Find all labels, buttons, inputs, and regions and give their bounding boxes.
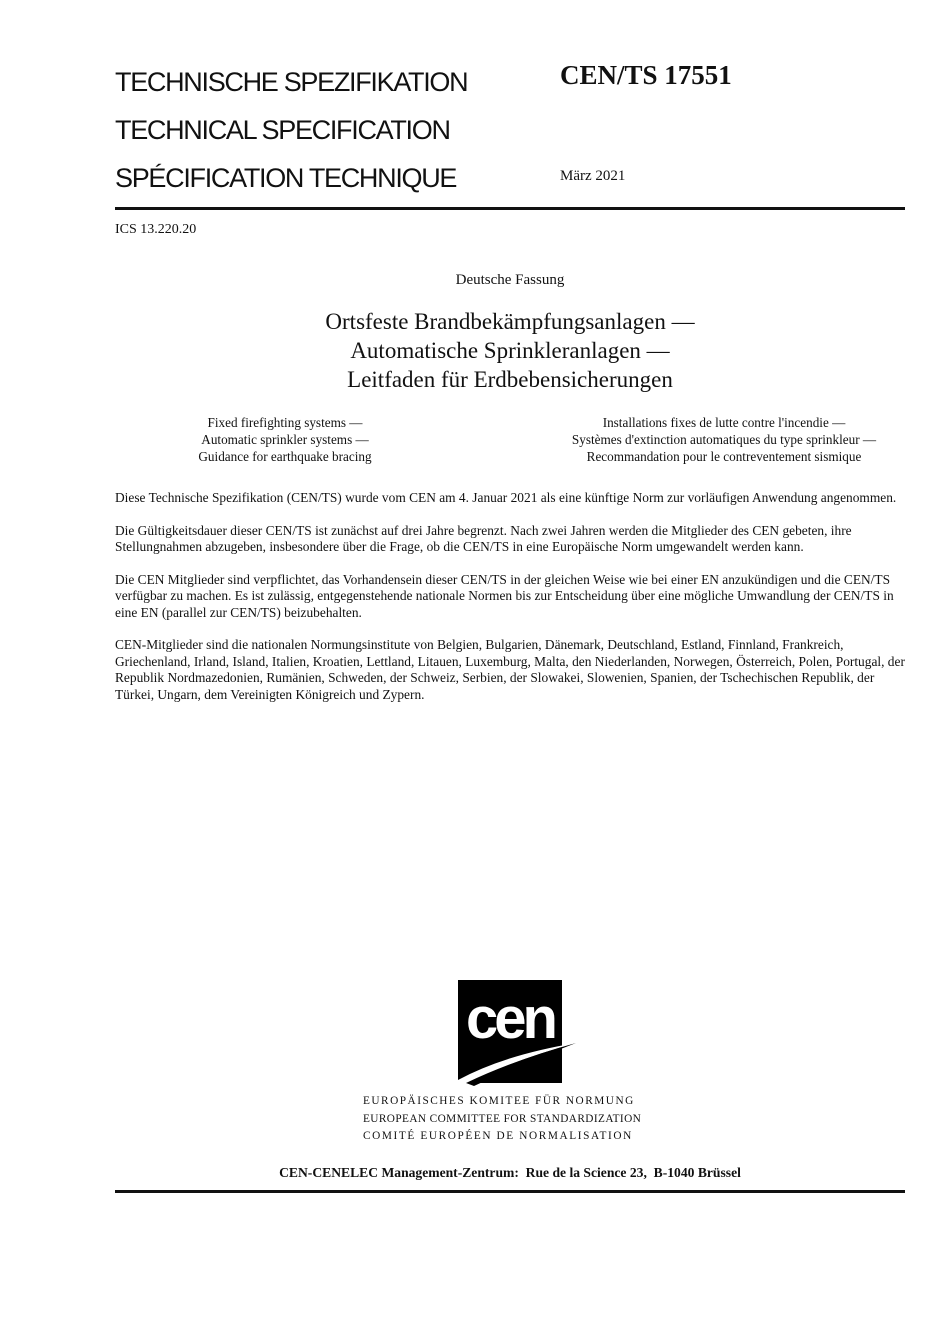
spec-title-de: TECHNISCHE SPEZIFIKATION — [115, 67, 468, 97]
paragraph-validity: Die Gültigkeitsdauer dieser CEN/TS ist zunächst auf drei Jahre begrenzt. Nach zwei Jahren werden die Mitglieder des CEN gebeten, ihre Stellungnahmen abzugeben, insbesondere über die Frage, ob die CEN/TS in eine Europäische Norm umgewandelt werden kann. — [115, 522, 852, 554]
title-french-line: Recommandation pour le contreventement sismique — [586, 449, 862, 464]
paragraph-obligations: Die CEN Mitglieder sind verpflichtet, das Vorhandensein dieser CEN/TS in der gleichen Weise wie bei einer EN anzukündigen und die CEN/TS verfügbar zu machen. Es ist zulässig, entgegenstehende nationale Normen bis zur Entscheidung über eine mögliche Umwandlung der CEN/TS in eine EN (parallel zur CEN/TS) beizubehalten. — [115, 571, 894, 620]
title-english-line: Automatic sprinkler systems — — [201, 432, 369, 447]
footer-divider — [115, 1190, 905, 1193]
title-english — [135, 414, 435, 465]
title-french — [524, 414, 924, 465]
spec-title-fr: SPÉCIFICATION TECHNIQUE — [115, 163, 457, 193]
body-text — [115, 490, 910, 719]
spec-title-en: TECHNICAL SPECIFICATION — [115, 115, 450, 145]
title-english-line: Fixed firefighting systems — — [207, 415, 363, 430]
committee-names — [363, 1093, 641, 1146]
main-title-line: Ortsfeste Brandbekämpfungsanlagen — — [325, 309, 695, 334]
committee-name-de: EUROPÄISCHES KOMITEE FÜR NORMUNG — [363, 1095, 635, 1107]
title-french-line: Systèmes d'extinction automatiques du type sprinkleur — — [571, 432, 877, 447]
management-address: CEN-CENELEC Management-Zentrum: Rue de la Science 23, B-1040 Brüssel — [279, 1165, 741, 1180]
committee-name-en: EUROPEAN COMMITTEE FOR STANDARDIZATION — [363, 1112, 642, 1125]
title-english-line: Guidance for earthquake bracing — [198, 449, 372, 464]
paragraph-members: CEN-Mitglieder sind die nationalen Normungsinstitute von Belgien, Bulgarien, Dänemark, Deutschland, Estland, Finnland, Frankreich, Griechenland, Irland, Island, Italien, Kroatien, Lettland, Litauen, Luxemburg, Malta, den Niederlanden, Norwegen, Österreich, Polen, Portugal, der Republik Nordmazedonien, Rumänien, Schweden, der Schweiz, Serbien, der Slowakei, Slowenien, Spanien, der Tschechischen Republik, der Türkei, Ungarn, dem Vereinigten Königreich und Zypern. — [115, 637, 905, 702]
committee-name-fr: COMITÉ EUROPÉEN DE NORMALISATION — [363, 1130, 633, 1142]
ics-code: ICS 13.220.20 — [115, 222, 197, 237]
version-label: Deutsche Fassung — [455, 272, 565, 288]
header-divider — [115, 207, 905, 210]
spec-type-titles — [115, 62, 467, 206]
title-french-line: Installations fixes de lutte contre l'incendie — — [602, 415, 846, 430]
cen-logo — [444, 980, 579, 1086]
main-title-line: Automatische Sprinkleranlagen — — [350, 338, 670, 363]
publication-date: März 2021 — [560, 168, 626, 184]
main-title-german — [0, 307, 950, 394]
svg-text:cen: cen — [466, 986, 554, 1051]
paragraph-adoption: Diese Technische Spezifikation (CEN/TS) wurde vom CEN am 4. Januar 2021 als eine künftige Norm zur vorläufigen Anwendung angenommen. — [115, 490, 897, 505]
main-title-line: Leitfaden für Erdbebensicherungen — [347, 367, 673, 392]
document-number: CEN/TS 17551 — [560, 60, 732, 90]
